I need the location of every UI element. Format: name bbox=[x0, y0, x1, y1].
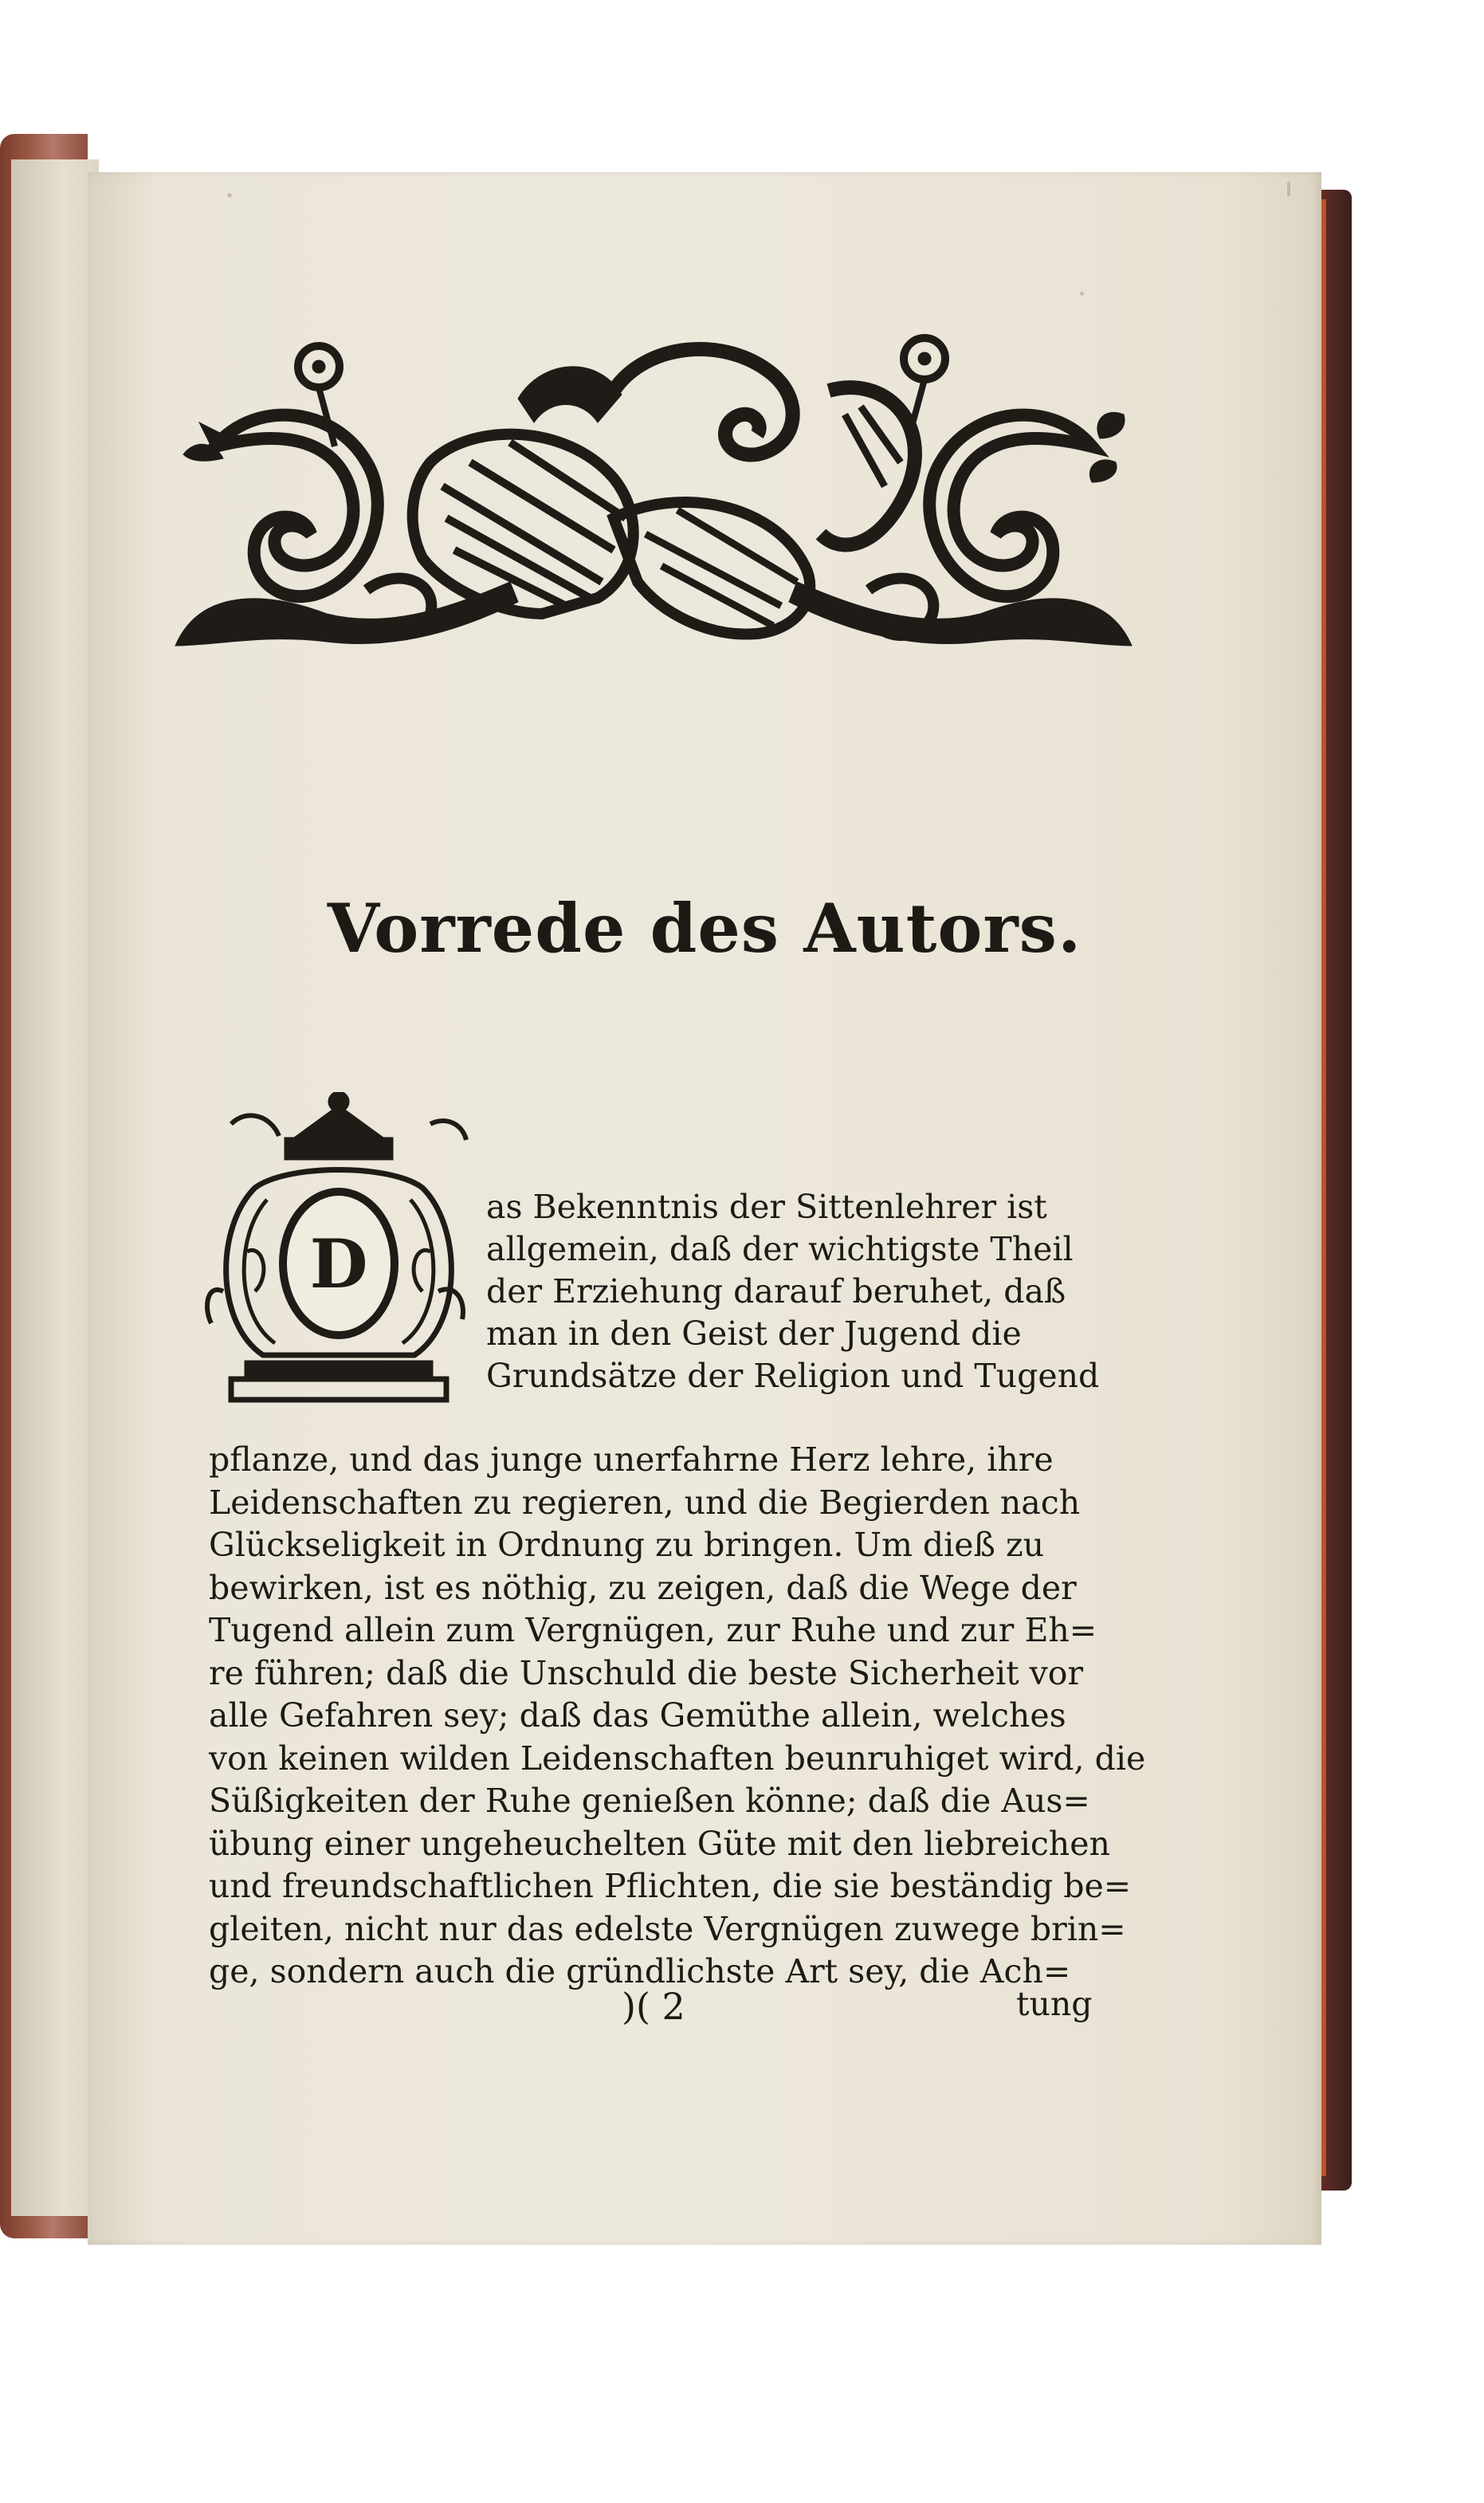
text-line: von keinen wilden Leidenschaften beunruhiget wird, die bbox=[209, 1739, 1146, 1778]
text-line: Glückseligkeit in Ordnung zu bringen. Um dieß zu bbox=[209, 1526, 1044, 1564]
text-line: ge, sondern auch die gründlichste Art sey, die Ach= bbox=[209, 1952, 1071, 1990]
text-line: alle Gefahren sey; daß das Gemüthe allein, welches bbox=[209, 1696, 1066, 1735]
dropcap-ornament bbox=[199, 1092, 478, 1411]
first-paragraph-indented bbox=[486, 1186, 1104, 1397]
dropcap-letter: D bbox=[309, 1224, 368, 1303]
text-line: allgemein, daß der wichtigste Theil bbox=[486, 1230, 1074, 1268]
signature-mark: )( 2 bbox=[622, 1985, 685, 2028]
text-line: gleiten, nicht nur das edelste Vergnügen zuwege brin= bbox=[209, 1909, 1126, 1948]
text-line: pflanze, und das junge unerfahrne Herz lehre, ihre bbox=[209, 1440, 1054, 1479]
text-line: Tugend allein zum Vergnügen, zur Ruhe und zur Eh= bbox=[209, 1611, 1097, 1649]
text-line: Leidenschaften zu regieren, und die Begierden nach bbox=[209, 1483, 1081, 1522]
text-line: und freundschaftlichen Pflichten, die sie beständig be= bbox=[209, 1867, 1132, 1905]
page-title: Vorrede des Autors. bbox=[327, 889, 1082, 968]
text-line: übung einer ungeheuchelten Güte mit den liebreichen bbox=[209, 1824, 1110, 1863]
text-line: Süßigkeiten der Ruhe genießen könne; daß die Aus= bbox=[209, 1782, 1090, 1820]
text-line: re führen; daß die Unschuld die beste Sicherheit vor bbox=[209, 1653, 1084, 1692]
catchword: tung bbox=[1016, 1985, 1093, 2023]
ornament-headpiece bbox=[167, 327, 1140, 670]
body-text bbox=[209, 1439, 1146, 1994]
text-line: man in den Geist der Jugend die bbox=[486, 1314, 1022, 1353]
text-line: Grundsätze der Religion und Tugend bbox=[486, 1357, 1100, 1395]
text-line: bewirken, ist es nöthig, zu zeigen, daß die Wege der bbox=[209, 1568, 1077, 1607]
text-line: as Bekenntnis der Sittenlehrer ist bbox=[486, 1188, 1047, 1226]
left-page-edge bbox=[11, 159, 99, 2216]
text-line: der Erziehung darauf beruhet, daß bbox=[486, 1272, 1066, 1310]
